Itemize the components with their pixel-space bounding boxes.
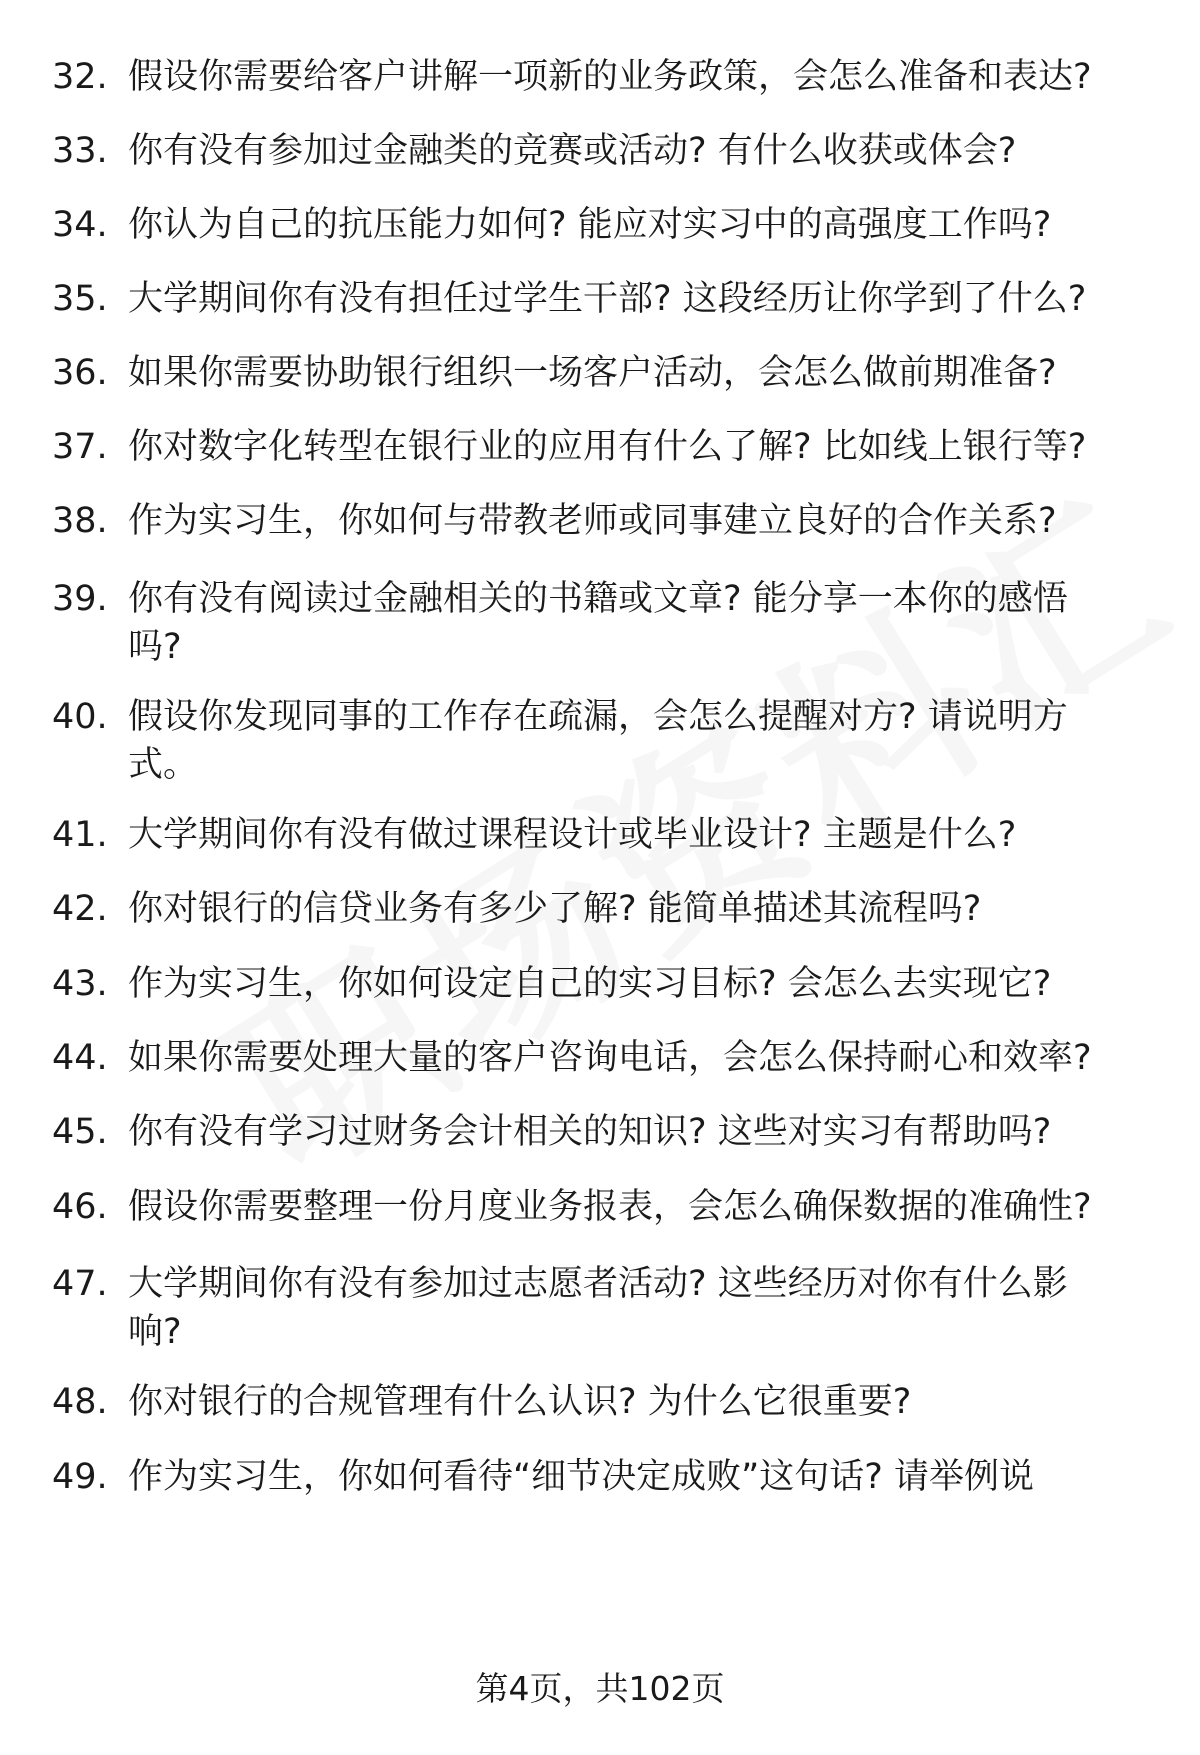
question-line: 响? bbox=[128, 1312, 182, 1352]
question-line: 大学期间你有没有参加过志愿者活动? 这些经历对你有什么影 bbox=[128, 1264, 1068, 1304]
question-text bbox=[128, 423, 1128, 471]
question-line: 吗? bbox=[128, 627, 182, 667]
question-number: 40. bbox=[52, 697, 108, 737]
question-number: 43. bbox=[52, 964, 108, 1004]
question-text bbox=[128, 1108, 1128, 1156]
question-line: 你对银行的信贷业务有多少了解? 能简单描述其流程吗? bbox=[128, 889, 982, 929]
question-text bbox=[128, 811, 1128, 859]
question-text bbox=[128, 1260, 1128, 1356]
question-line: 你有没有学习过财务会计相关的知识? 这些对实习有帮助吗? bbox=[128, 1112, 1052, 1152]
question-text bbox=[128, 1378, 1128, 1426]
question-line: 作为实习生，你如何与带教老师或同事建立良好的合作关系? bbox=[128, 501, 1057, 541]
question-number: 44. bbox=[52, 1038, 108, 1078]
question-number: 45. bbox=[52, 1112, 108, 1152]
question-text bbox=[128, 53, 1128, 101]
question-line: 假设你需要整理一份月度业务报表，会怎么确保数据的准确性? bbox=[128, 1187, 1092, 1227]
question-line: 大学期间你有没有担任过学生干部? 这段经历让你学到了什么? bbox=[128, 279, 1087, 319]
question-number: 38. bbox=[52, 501, 108, 541]
question-text bbox=[128, 960, 1128, 1008]
question-number: 34. bbox=[52, 205, 108, 245]
question-number: 35. bbox=[52, 279, 108, 319]
question-number: 36. bbox=[52, 353, 108, 393]
question-number: 49. bbox=[52, 1457, 108, 1497]
question-line: 你认为自己的抗压能力如何? 能应对实习中的高强度工作吗? bbox=[128, 205, 1052, 245]
question-line: 式。 bbox=[128, 745, 199, 785]
question-line: 你有没有阅读过金融相关的书籍或文章? 能分享一本你的感悟 bbox=[128, 579, 1068, 619]
question-number: 32. bbox=[52, 57, 108, 97]
question-text bbox=[128, 1034, 1128, 1082]
question-number: 41. bbox=[52, 815, 108, 855]
question-number: 37. bbox=[52, 427, 108, 467]
question-text bbox=[128, 497, 1128, 545]
question-line: 作为实习生，你如何设定自己的实习目标? 会怎么去实现它? bbox=[128, 964, 1052, 1004]
question-line: 假设你需要给客户讲解一项新的业务政策，会怎么准备和表达? bbox=[128, 57, 1092, 97]
question-number: 39. bbox=[52, 579, 108, 619]
question-text bbox=[128, 693, 1128, 789]
question-line: 大学期间你有没有做过课程设计或毕业设计? 主题是什么? bbox=[128, 815, 1017, 855]
question-text bbox=[128, 575, 1128, 671]
question-line: 你有没有参加过金融类的竞赛或活动? 有什么收获或体会? bbox=[128, 131, 1017, 171]
question-number: 42. bbox=[52, 889, 108, 929]
question-text bbox=[128, 1453, 1128, 1501]
question-line: 如果你需要协助银行组织一场客户活动，会怎么做前期准备? bbox=[128, 353, 1057, 393]
question-line: 你对银行的合规管理有什么认识? 为什么它很重要? bbox=[128, 1382, 912, 1422]
question-number: 46. bbox=[52, 1187, 108, 1227]
question-text bbox=[128, 127, 1128, 175]
question-line: 你对数字化转型在银行业的应用有什么了解? 比如线上银行等? bbox=[128, 427, 1087, 467]
question-text bbox=[128, 201, 1128, 249]
question-text bbox=[128, 275, 1128, 323]
question-number: 47. bbox=[52, 1264, 108, 1304]
question-text bbox=[128, 1183, 1128, 1231]
question-line: 假设你发现同事的工作存在疏漏，会怎么提醒对方? 请说明方 bbox=[128, 697, 1068, 737]
question-number: 48. bbox=[52, 1382, 108, 1422]
question-line: 如果你需要处理大量的客户咨询电话，会怎么保持耐心和效率? bbox=[128, 1038, 1092, 1078]
question-line: 作为实习生，你如何看待“细节决定成败”这句话? 请举例说 bbox=[128, 1457, 1034, 1497]
question-number: 33. bbox=[52, 131, 108, 171]
question-text bbox=[128, 885, 1128, 933]
question-text bbox=[128, 349, 1128, 397]
page-footer: 第4页，共102页 bbox=[475, 1669, 725, 1708]
